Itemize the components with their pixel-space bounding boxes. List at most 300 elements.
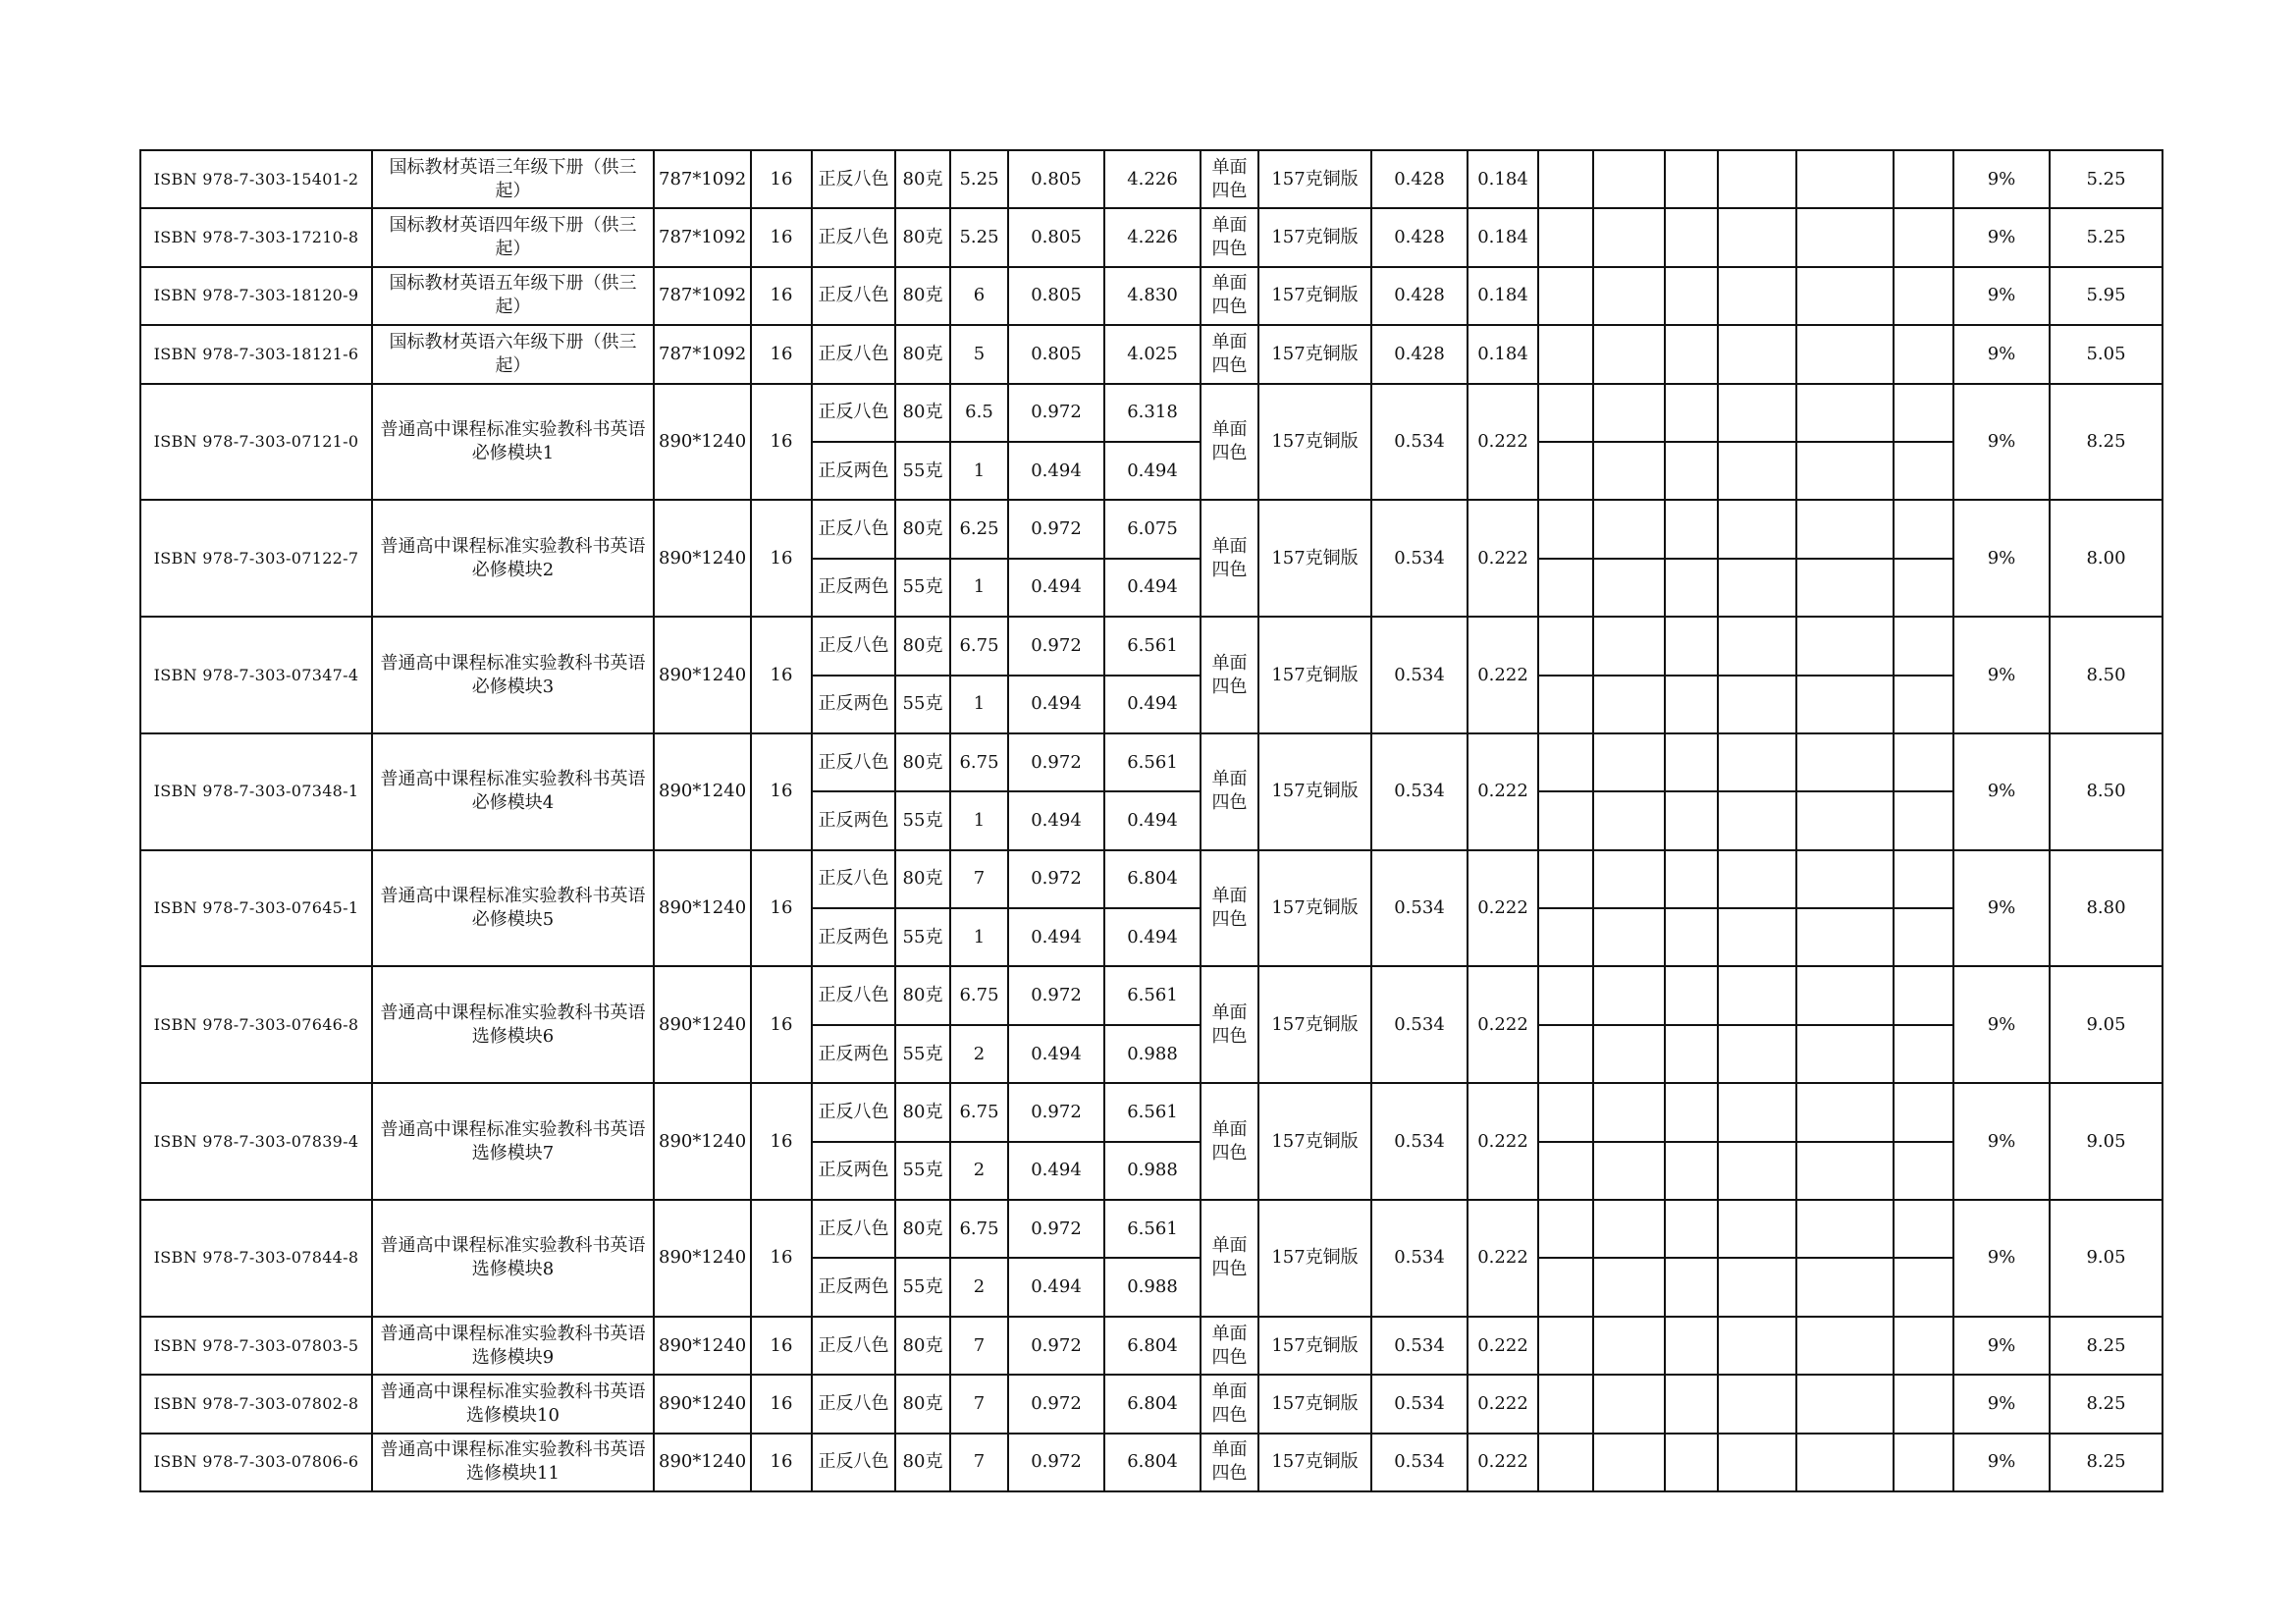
blank-cell xyxy=(1538,791,1593,849)
price-table xyxy=(139,149,2163,1492)
isbn-cell: ISBN 978-7-303-07803-5 xyxy=(140,1317,372,1375)
blank-cell xyxy=(1796,908,1894,966)
blank-cell xyxy=(1796,150,1894,208)
unit-price-cell: 0.972 xyxy=(1008,384,1104,442)
isbn-cell: ISBN 978-7-303-17210-8 xyxy=(140,208,372,266)
unit-price-cell: 0.972 xyxy=(1008,1434,1104,1491)
price-total-cell: 5.95 xyxy=(2050,267,2163,325)
cover-extra-cell: 0.184 xyxy=(1468,150,1538,208)
cover-extra-cell: 0.222 xyxy=(1468,966,1538,1083)
paper-weight-cell: 80克 xyxy=(895,850,950,908)
blank-cell xyxy=(1796,208,1894,266)
blank-cell xyxy=(1538,1258,1593,1316)
blank-cell xyxy=(1665,500,1718,558)
cover-extra-cell: 0.222 xyxy=(1468,733,1538,850)
tax-rate-cell: 9% xyxy=(1953,1083,2050,1200)
blank-cell xyxy=(1894,208,1953,266)
blank-cell xyxy=(1593,966,1665,1024)
blank-cell xyxy=(1894,1200,1953,1258)
blank-cell xyxy=(1718,325,1796,383)
amount-cell: 6.561 xyxy=(1104,617,1201,675)
sheets-cell: 2 xyxy=(950,1142,1008,1200)
cover-paper-cell: 157克铜版 xyxy=(1258,150,1371,208)
price-total-cell: 8.25 xyxy=(2050,384,2163,501)
table-row xyxy=(140,1317,2163,1375)
cover-print-cell: 单面四色 xyxy=(1201,384,1258,501)
price-total-cell: 8.50 xyxy=(2050,617,2163,733)
cover-extra-cell: 0.222 xyxy=(1468,1434,1538,1491)
unit-price-cell: 0.972 xyxy=(1008,617,1104,675)
blank-cell xyxy=(1718,442,1796,500)
isbn-cell: ISBN 978-7-303-07122-7 xyxy=(140,500,372,617)
print-color-cell: 正反八色 xyxy=(812,208,895,266)
blank-cell xyxy=(1796,559,1894,617)
kai-cell: 16 xyxy=(751,267,812,325)
paper-weight-cell: 80克 xyxy=(895,1434,950,1491)
amount-cell: 6.318 xyxy=(1104,384,1201,442)
title-cell: 国标教材英语三年级下册（供三起） xyxy=(372,150,654,208)
print-color-cell: 正反八色 xyxy=(812,1434,895,1491)
cover-paper-cell: 157克铜版 xyxy=(1258,325,1371,383)
sheets-cell: 6.75 xyxy=(950,966,1008,1024)
blank-cell xyxy=(1894,791,1953,849)
cover-print-cell: 单面四色 xyxy=(1201,617,1258,733)
amount-cell: 4.025 xyxy=(1104,325,1201,383)
blank-cell xyxy=(1894,617,1953,675)
blank-cell xyxy=(1538,1317,1593,1375)
isbn-cell: ISBN 978-7-303-07646-8 xyxy=(140,966,372,1083)
title-cell: 普通高中课程标准实验教科书英语必修模块2 xyxy=(372,500,654,617)
unit-price-cell: 0.972 xyxy=(1008,1375,1104,1433)
unit-price-cell: 0.972 xyxy=(1008,966,1104,1024)
blank-cell xyxy=(1538,325,1593,383)
paper-weight-cell: 55克 xyxy=(895,676,950,733)
cover-extra-cell: 0.222 xyxy=(1468,500,1538,617)
title-cell: 普通高中课程标准实验教科书英语选修模块7 xyxy=(372,1083,654,1200)
amount-cell: 6.561 xyxy=(1104,1083,1201,1141)
blank-cell xyxy=(1718,500,1796,558)
blank-cell xyxy=(1593,1142,1665,1200)
blank-cell xyxy=(1538,1142,1593,1200)
blank-cell xyxy=(1593,676,1665,733)
blank-cell xyxy=(1796,850,1894,908)
table-row xyxy=(140,1083,2163,1141)
blank-cell xyxy=(1538,1434,1593,1491)
blank-cell xyxy=(1894,442,1953,500)
table-row xyxy=(140,1200,2163,1258)
price-total-cell: 9.05 xyxy=(2050,966,2163,1083)
blank-cell xyxy=(1718,1375,1796,1433)
price-total-cell: 8.50 xyxy=(2050,733,2163,850)
print-color-cell: 正反八色 xyxy=(812,267,895,325)
blank-cell xyxy=(1718,1025,1796,1083)
blank-cell xyxy=(1593,150,1665,208)
tax-rate-cell: 9% xyxy=(1953,384,2050,501)
sheets-cell: 1 xyxy=(950,676,1008,733)
print-color-cell: 正反八色 xyxy=(812,500,895,558)
format-cell: 890*1240 xyxy=(654,384,751,501)
blank-cell xyxy=(1538,1025,1593,1083)
sheets-cell: 1 xyxy=(950,442,1008,500)
sheets-cell: 6.5 xyxy=(950,384,1008,442)
blank-cell xyxy=(1718,676,1796,733)
blank-cell xyxy=(1796,1375,1894,1433)
kai-cell: 16 xyxy=(751,1317,812,1375)
cover-paper-cell: 157克铜版 xyxy=(1258,500,1371,617)
blank-cell xyxy=(1665,966,1718,1024)
kai-cell: 16 xyxy=(751,500,812,617)
print-color-cell: 正反八色 xyxy=(812,966,895,1024)
title-cell: 普通高中课程标准实验教科书英语必修模块3 xyxy=(372,617,654,733)
blank-cell xyxy=(1538,1083,1593,1141)
format-cell: 890*1240 xyxy=(654,1434,751,1491)
table-row xyxy=(140,150,2163,208)
blank-cell xyxy=(1796,1258,1894,1316)
sheets-cell: 7 xyxy=(950,850,1008,908)
blank-cell xyxy=(1665,1025,1718,1083)
cover-price-cell: 0.428 xyxy=(1371,267,1468,325)
blank-cell xyxy=(1538,1200,1593,1258)
cover-extra-cell: 0.222 xyxy=(1468,1375,1538,1433)
title-cell: 普通高中课程标准实验教科书英语选修模块6 xyxy=(372,966,654,1083)
sheets-cell: 2 xyxy=(950,1258,1008,1316)
blank-cell xyxy=(1894,150,1953,208)
paper-weight-cell: 80克 xyxy=(895,267,950,325)
unit-price-cell: 0.494 xyxy=(1008,1142,1104,1200)
blank-cell xyxy=(1718,1142,1796,1200)
blank-cell xyxy=(1796,1142,1894,1200)
blank-cell xyxy=(1593,267,1665,325)
blank-cell xyxy=(1538,850,1593,908)
format-cell: 890*1240 xyxy=(654,617,751,733)
blank-cell xyxy=(1796,617,1894,675)
format-cell: 787*1092 xyxy=(654,325,751,383)
kai-cell: 16 xyxy=(751,1375,812,1433)
table-row xyxy=(140,208,2163,266)
print-color-cell: 正反八色 xyxy=(812,384,895,442)
blank-cell xyxy=(1665,1375,1718,1433)
cover-print-cell: 单面四色 xyxy=(1201,150,1258,208)
cover-extra-cell: 0.222 xyxy=(1468,850,1538,967)
unit-price-cell: 0.805 xyxy=(1008,267,1104,325)
cover-price-cell: 0.534 xyxy=(1371,1434,1468,1491)
blank-cell xyxy=(1796,1317,1894,1375)
price-total-cell: 9.05 xyxy=(2050,1200,2163,1317)
kai-cell: 16 xyxy=(751,384,812,501)
price-total-cell: 8.80 xyxy=(2050,850,2163,967)
title-cell: 普通高中课程标准实验教科书英语选修模块11 xyxy=(372,1434,654,1491)
amount-cell: 6.075 xyxy=(1104,500,1201,558)
kai-cell: 16 xyxy=(751,1200,812,1317)
amount-cell: 6.804 xyxy=(1104,1375,1201,1433)
tax-rate-cell: 9% xyxy=(1953,150,2050,208)
blank-cell xyxy=(1796,676,1894,733)
paper-weight-cell: 80克 xyxy=(895,1375,950,1433)
isbn-cell: ISBN 978-7-303-15401-2 xyxy=(140,150,372,208)
blank-cell xyxy=(1796,1083,1894,1141)
amount-cell: 4.226 xyxy=(1104,150,1201,208)
print-color-cell: 正反八色 xyxy=(812,1375,895,1433)
blank-cell xyxy=(1665,267,1718,325)
paper-weight-cell: 55克 xyxy=(895,559,950,617)
print-color-cell: 正反八色 xyxy=(812,1083,895,1141)
amount-cell: 6.561 xyxy=(1104,1200,1201,1258)
cover-extra-cell: 0.184 xyxy=(1468,208,1538,266)
blank-cell xyxy=(1538,559,1593,617)
unit-price-cell: 0.972 xyxy=(1008,1317,1104,1375)
blank-cell xyxy=(1796,1434,1894,1491)
kai-cell: 16 xyxy=(751,966,812,1083)
blank-cell xyxy=(1718,384,1796,442)
cover-print-cell: 单面四色 xyxy=(1201,267,1258,325)
blank-cell xyxy=(1894,267,1953,325)
format-cell: 890*1240 xyxy=(654,966,751,1083)
amount-cell: 0.988 xyxy=(1104,1142,1201,1200)
blank-cell xyxy=(1894,1083,1953,1141)
tax-rate-cell: 9% xyxy=(1953,1434,2050,1491)
blank-cell xyxy=(1593,1083,1665,1141)
sheets-cell: 1 xyxy=(950,791,1008,849)
amount-cell: 6.561 xyxy=(1104,966,1201,1024)
cover-paper-cell: 157克铜版 xyxy=(1258,733,1371,850)
isbn-cell: ISBN 978-7-303-07806-6 xyxy=(140,1434,372,1491)
print-color-cell: 正反八色 xyxy=(812,617,895,675)
table-row xyxy=(140,1375,2163,1433)
blank-cell xyxy=(1593,325,1665,383)
sheets-cell: 6.75 xyxy=(950,1200,1008,1258)
cover-paper-cell: 157克铜版 xyxy=(1258,384,1371,501)
unit-price-cell: 0.494 xyxy=(1008,791,1104,849)
print-color-cell: 正反两色 xyxy=(812,1025,895,1083)
cover-price-cell: 0.534 xyxy=(1371,1083,1468,1200)
cover-price-cell: 0.534 xyxy=(1371,617,1468,733)
print-color-cell: 正反八色 xyxy=(812,850,895,908)
blank-cell xyxy=(1665,208,1718,266)
cover-paper-cell: 157克铜版 xyxy=(1258,1434,1371,1491)
blank-cell xyxy=(1718,733,1796,791)
paper-weight-cell: 55克 xyxy=(895,442,950,500)
cover-print-cell: 单面四色 xyxy=(1201,733,1258,850)
format-cell: 890*1240 xyxy=(654,850,751,967)
price-total-cell: 5.05 xyxy=(2050,325,2163,383)
table-row xyxy=(140,617,2163,675)
isbn-cell: ISBN 978-7-303-07802-8 xyxy=(140,1375,372,1433)
blank-cell xyxy=(1718,150,1796,208)
kai-cell: 16 xyxy=(751,850,812,967)
amount-cell: 6.804 xyxy=(1104,850,1201,908)
blank-cell xyxy=(1796,500,1894,558)
paper-weight-cell: 80克 xyxy=(895,150,950,208)
price-total-cell: 5.25 xyxy=(2050,208,2163,266)
sheets-cell: 5.25 xyxy=(950,150,1008,208)
blank-cell xyxy=(1796,1200,1894,1258)
blank-cell xyxy=(1718,850,1796,908)
blank-cell xyxy=(1665,850,1718,908)
blank-cell xyxy=(1796,325,1894,383)
amount-cell: 4.830 xyxy=(1104,267,1201,325)
blank-cell xyxy=(1894,908,1953,966)
blank-cell xyxy=(1718,908,1796,966)
table-row xyxy=(140,1434,2163,1491)
amount-cell: 6.561 xyxy=(1104,733,1201,791)
format-cell: 890*1240 xyxy=(654,500,751,617)
blank-cell xyxy=(1718,617,1796,675)
cover-paper-cell: 157克铜版 xyxy=(1258,1375,1371,1433)
amount-cell: 0.494 xyxy=(1104,559,1201,617)
cover-price-cell: 0.534 xyxy=(1371,384,1468,501)
cover-print-cell: 单面四色 xyxy=(1201,966,1258,1083)
blank-cell xyxy=(1796,733,1894,791)
print-color-cell: 正反两色 xyxy=(812,1142,895,1200)
cover-paper-cell: 157克铜版 xyxy=(1258,267,1371,325)
tax-rate-cell: 9% xyxy=(1953,325,2050,383)
blank-cell xyxy=(1593,442,1665,500)
isbn-cell: ISBN 978-7-303-18120-9 xyxy=(140,267,372,325)
isbn-cell: ISBN 978-7-303-07844-8 xyxy=(140,1200,372,1317)
blank-cell xyxy=(1665,1258,1718,1316)
blank-cell xyxy=(1665,1434,1718,1491)
cover-extra-cell: 0.184 xyxy=(1468,325,1538,383)
price-total-cell: 8.25 xyxy=(2050,1317,2163,1375)
blank-cell xyxy=(1718,1317,1796,1375)
unit-price-cell: 0.805 xyxy=(1008,150,1104,208)
blank-cell xyxy=(1665,676,1718,733)
blank-cell xyxy=(1665,1317,1718,1375)
blank-cell xyxy=(1593,1025,1665,1083)
title-cell: 普通高中课程标准实验教科书英语选修模块10 xyxy=(372,1375,654,1433)
unit-price-cell: 0.494 xyxy=(1008,442,1104,500)
cover-price-cell: 0.534 xyxy=(1371,966,1468,1083)
blank-cell xyxy=(1593,617,1665,675)
unit-price-cell: 0.494 xyxy=(1008,559,1104,617)
sheets-cell: 6.25 xyxy=(950,500,1008,558)
paper-weight-cell: 55克 xyxy=(895,908,950,966)
unit-price-cell: 0.494 xyxy=(1008,908,1104,966)
cover-paper-cell: 157克铜版 xyxy=(1258,1083,1371,1200)
format-cell: 787*1092 xyxy=(654,267,751,325)
kai-cell: 16 xyxy=(751,208,812,266)
kai-cell: 16 xyxy=(751,150,812,208)
unit-price-cell: 0.972 xyxy=(1008,733,1104,791)
price-total-cell: 9.05 xyxy=(2050,1083,2163,1200)
cover-print-cell: 单面四色 xyxy=(1201,208,1258,266)
blank-cell xyxy=(1593,500,1665,558)
cover-price-cell: 0.428 xyxy=(1371,325,1468,383)
cover-print-cell: 单面四色 xyxy=(1201,325,1258,383)
kai-cell: 16 xyxy=(751,617,812,733)
title-cell: 普通高中课程标准实验教科书英语必修模块4 xyxy=(372,733,654,850)
amount-cell: 4.226 xyxy=(1104,208,1201,266)
blank-cell xyxy=(1665,733,1718,791)
blank-cell xyxy=(1665,559,1718,617)
unit-price-cell: 0.494 xyxy=(1008,676,1104,733)
cover-paper-cell: 157克铜版 xyxy=(1258,1317,1371,1375)
sheets-cell: 5.25 xyxy=(950,208,1008,266)
cover-print-cell: 单面四色 xyxy=(1201,1434,1258,1491)
cover-print-cell: 单面四色 xyxy=(1201,850,1258,967)
title-cell: 普通高中课程标准实验教科书英语必修模块1 xyxy=(372,384,654,501)
sheets-cell: 6 xyxy=(950,267,1008,325)
isbn-cell: ISBN 978-7-303-07348-1 xyxy=(140,733,372,850)
kai-cell: 16 xyxy=(751,1083,812,1200)
format-cell: 890*1240 xyxy=(654,1317,751,1375)
title-cell: 国标教材英语四年级下册（供三起） xyxy=(372,208,654,266)
blank-cell xyxy=(1665,442,1718,500)
sheets-cell: 6.75 xyxy=(950,733,1008,791)
format-cell: 890*1240 xyxy=(654,1200,751,1317)
print-color-cell: 正反两色 xyxy=(812,1258,895,1316)
unit-price-cell: 0.972 xyxy=(1008,500,1104,558)
blank-cell xyxy=(1718,966,1796,1024)
kai-cell: 16 xyxy=(751,1434,812,1491)
sheets-cell: 6.75 xyxy=(950,1083,1008,1141)
blank-cell xyxy=(1718,1083,1796,1141)
cover-price-cell: 0.534 xyxy=(1371,500,1468,617)
sheets-cell: 7 xyxy=(950,1434,1008,1491)
paper-weight-cell: 80克 xyxy=(895,966,950,1024)
table-row xyxy=(140,267,2163,325)
blank-cell xyxy=(1894,676,1953,733)
unit-price-cell: 0.972 xyxy=(1008,850,1104,908)
paper-weight-cell: 55克 xyxy=(895,1025,950,1083)
price-total-cell: 8.25 xyxy=(2050,1375,2163,1433)
print-color-cell: 正反八色 xyxy=(812,150,895,208)
blank-cell xyxy=(1894,559,1953,617)
blank-cell xyxy=(1894,1434,1953,1491)
tax-rate-cell: 9% xyxy=(1953,500,2050,617)
title-cell: 国标教材英语五年级下册（供三起） xyxy=(372,267,654,325)
paper-weight-cell: 80克 xyxy=(895,500,950,558)
blank-cell xyxy=(1538,1375,1593,1433)
tax-rate-cell: 9% xyxy=(1953,617,2050,733)
cover-print-cell: 单面四色 xyxy=(1201,1200,1258,1317)
blank-cell xyxy=(1718,791,1796,849)
blank-cell xyxy=(1718,208,1796,266)
paper-weight-cell: 80克 xyxy=(895,208,950,266)
print-color-cell: 正反八色 xyxy=(812,1200,895,1258)
title-cell: 普通高中课程标准实验教科书英语选修模块9 xyxy=(372,1317,654,1375)
cover-extra-cell: 0.222 xyxy=(1468,1317,1538,1375)
paper-weight-cell: 55克 xyxy=(895,1142,950,1200)
cover-paper-cell: 157克铜版 xyxy=(1258,1200,1371,1317)
paper-weight-cell: 80克 xyxy=(895,1317,950,1375)
blank-cell xyxy=(1538,150,1593,208)
blank-cell xyxy=(1538,733,1593,791)
blank-cell xyxy=(1538,617,1593,675)
format-cell: 890*1240 xyxy=(654,1083,751,1200)
blank-cell xyxy=(1665,791,1718,849)
sheets-cell: 7 xyxy=(950,1375,1008,1433)
unit-price-cell: 0.805 xyxy=(1008,325,1104,383)
cover-extra-cell: 0.222 xyxy=(1468,1083,1538,1200)
table-row xyxy=(140,966,2163,1024)
title-cell: 普通高中课程标准实验教科书英语必修模块5 xyxy=(372,850,654,967)
tax-rate-cell: 9% xyxy=(1953,1200,2050,1317)
print-color-cell: 正反两色 xyxy=(812,559,895,617)
blank-cell xyxy=(1538,208,1593,266)
tax-rate-cell: 9% xyxy=(1953,733,2050,850)
blank-cell xyxy=(1796,384,1894,442)
print-color-cell: 正反两色 xyxy=(812,908,895,966)
print-color-cell: 正反两色 xyxy=(812,442,895,500)
amount-cell: 6.804 xyxy=(1104,1317,1201,1375)
amount-cell: 6.804 xyxy=(1104,1434,1201,1491)
isbn-cell: ISBN 978-7-303-18121-6 xyxy=(140,325,372,383)
cover-paper-cell: 157克铜版 xyxy=(1258,617,1371,733)
blank-cell xyxy=(1894,850,1953,908)
blank-cell xyxy=(1538,267,1593,325)
blank-cell xyxy=(1538,442,1593,500)
